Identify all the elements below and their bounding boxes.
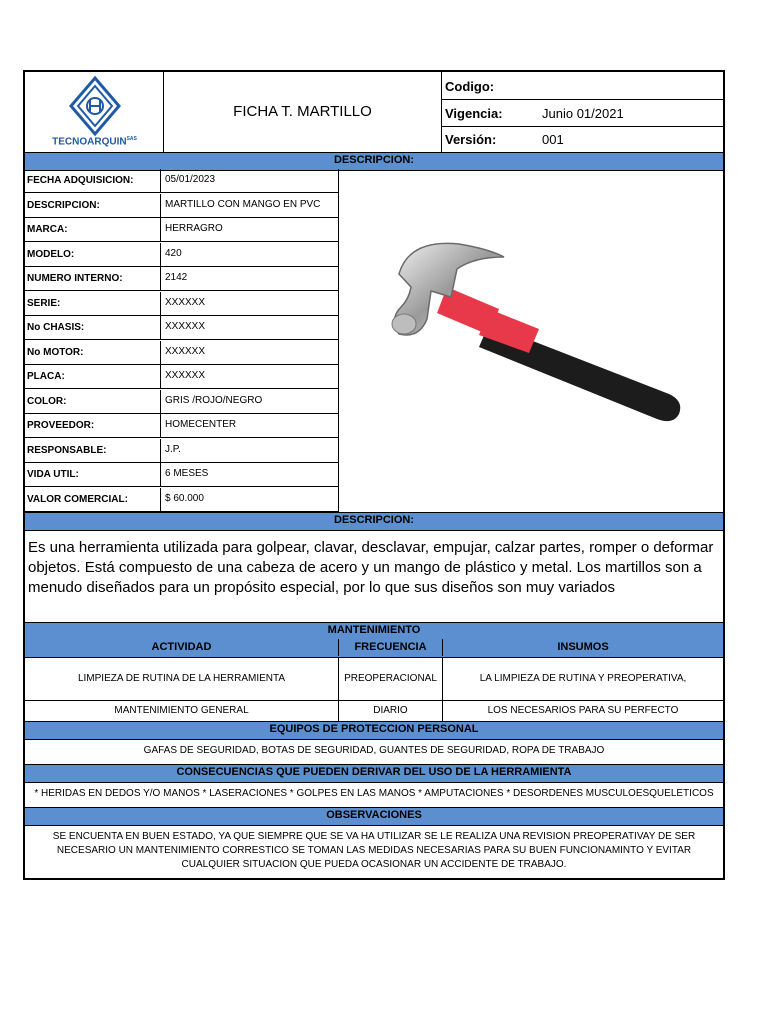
field-label: COLOR: bbox=[27, 390, 161, 414]
col-frecuencia: FRECUENCIA bbox=[339, 639, 443, 656]
field-value: 2142 bbox=[165, 272, 188, 283]
consecuencias-text: * HERIDAS EN DEDOS Y/O MANOS * LASERACIONES * GOLPES EN LAS MANOS * AMPUTACIONES * DESORDENES MUSCULOESQUELETICOS bbox=[34, 788, 714, 799]
field-row bbox=[25, 439, 338, 463]
section-consecuencias: CONSECUENCIAS QUE PUEDEN DERIVAR DEL USO DE LA HERRAMIENTA bbox=[25, 764, 723, 783]
row1-frecuencia: PREOPERACIONAL bbox=[339, 657, 443, 701]
page-title: FICHA T. MARTILLO bbox=[164, 72, 442, 152]
col-actividad: ACTIVIDAD bbox=[25, 639, 339, 656]
field-value: J.P. bbox=[165, 443, 181, 455]
observaciones-text: SE ENCUENTA EN BUEN ESTADO, YA QUE SIEMPRE QUE SE VA HA UTILIZAR SE LE REALIZA UNA REVISION PREOPERATIVAY DE SER NECESARIO UN MANTENIMIENTO CORRESTICO SE TOMAN LAS MEDIDAS NECESARIAS PARA SU BUEN FUNCIONAMINTO Y EVITAR CUALQUIER SITUACION QUE PUEDA OCASIONAR UN ACCIDENTE DE TRABAJO. bbox=[52, 831, 696, 870]
section-mantenimiento: MANTENIMIENTO bbox=[25, 622, 723, 641]
fields-table bbox=[25, 169, 339, 512]
col-insumos: INSUMOS bbox=[557, 641, 609, 653]
field-value: 6 MESES bbox=[165, 468, 209, 479]
field-label: DESCRIPCION: bbox=[27, 194, 161, 218]
row1-actividad: LIMPIEZA DE RUTINA DE LA HERRAMIENTA bbox=[25, 657, 339, 701]
field-label: PLACA: bbox=[27, 365, 161, 389]
field-label: MARCA: bbox=[27, 218, 161, 242]
vigencia-value: Junio 01/2021 bbox=[542, 106, 624, 121]
maintenance-row bbox=[25, 701, 723, 721]
row1-insumos: LA LIMPIEZA DE RUTINA Y PREOPERATIVA, bbox=[479, 673, 687, 684]
equipment-sheet bbox=[23, 70, 725, 880]
maintenance-row bbox=[25, 657, 723, 701]
diamond-logo-icon bbox=[65, 74, 125, 138]
section-descripcion: DESCRIPCION: bbox=[25, 152, 723, 171]
field-row bbox=[25, 390, 338, 414]
vigencia-label: Vigencia: bbox=[445, 106, 503, 121]
field-label: VIDA UTIL: bbox=[27, 463, 161, 487]
row2-insumos: LOS NECESARIOS PARA SU PERFECTO bbox=[487, 705, 679, 716]
field-row bbox=[25, 414, 338, 438]
field-value: 05/01/2023 bbox=[165, 174, 216, 185]
field-label: No MOTOR: bbox=[27, 341, 161, 365]
logo-cell bbox=[25, 72, 164, 152]
codigo-row bbox=[442, 72, 723, 100]
header-info bbox=[442, 72, 723, 152]
field-row bbox=[25, 316, 338, 340]
field-row bbox=[25, 341, 338, 365]
company-name: $TECNOARQUIN^{SAS}$ bbox=[52, 136, 137, 148]
field-label: No CHASIS: bbox=[27, 316, 161, 340]
field-row bbox=[25, 169, 338, 193]
field-value: XXXXXX bbox=[165, 296, 206, 308]
maintenance-header-row bbox=[25, 639, 723, 658]
field-row bbox=[25, 365, 338, 389]
field-row bbox=[25, 463, 338, 487]
epp-text: GAFAS DE SEGURIDAD, BOTAS DE SEGURIDAD, GUANTES DE SEGURIDAD, ROPA DE TRABAJO bbox=[143, 745, 605, 756]
field-row bbox=[25, 267, 338, 291]
codigo-label: Codigo: bbox=[445, 79, 495, 94]
field-label: RESPONSABLE: bbox=[27, 439, 161, 463]
field-row bbox=[25, 243, 338, 267]
section-observaciones: OBSERVACIONES bbox=[25, 807, 723, 826]
field-label: FECHA ADQUISICION: bbox=[27, 169, 161, 193]
field-value: XXXXXX bbox=[165, 370, 206, 381]
version-value: 001 bbox=[542, 132, 564, 147]
field-row bbox=[25, 488, 338, 512]
hammer-photo bbox=[339, 169, 723, 512]
description-paragraph: Es una herramienta utilizada para golpear, clavar, desclavar, empujar, calzar partes, romper o deformar objetos. Está compuesto de una cabeza de acero y un mango de plástico y metal. Los martillos son a menudo diseñados para un propósito especial, por lo que sus diseños son muy variados bbox=[28, 539, 714, 596]
field-value: XXXXXX bbox=[165, 345, 206, 357]
field-row bbox=[25, 194, 338, 218]
field-row bbox=[25, 292, 338, 316]
version-label: Versión: bbox=[445, 132, 497, 147]
section-epp: EQUIPOS DE PROTECCION PERSONAL bbox=[25, 721, 723, 740]
field-label: MODELO: bbox=[27, 243, 161, 267]
field-label: VALOR COMERCIAL: bbox=[27, 488, 161, 512]
field-value: MARTILLO CON MANGO EN PVC bbox=[165, 198, 321, 210]
field-value: HERRAGRO bbox=[165, 223, 223, 234]
hammer-photo-icon bbox=[339, 169, 723, 512]
vigencia-row bbox=[442, 100, 723, 127]
field-label: SERIE: bbox=[27, 292, 161, 316]
field-value: XXXXXX bbox=[165, 321, 206, 332]
field-value: 420 bbox=[165, 247, 182, 259]
field-label: PROVEEDOR: bbox=[27, 414, 161, 438]
version-row bbox=[442, 127, 723, 152]
section-descripcion-2: DESCRIPCION: bbox=[25, 512, 723, 531]
row2-frecuencia: DIARIO bbox=[339, 701, 443, 721]
field-value: GRIS /ROJO/NEGRO bbox=[165, 394, 263, 406]
field-value: $ 60.000 bbox=[165, 492, 204, 504]
field-row bbox=[25, 218, 338, 242]
field-label: NUMERO INTERNO: bbox=[27, 267, 161, 291]
field-value: HOMECENTER bbox=[165, 419, 237, 430]
row2-actividad: MANTENIMIENTO GENERAL bbox=[25, 701, 339, 721]
